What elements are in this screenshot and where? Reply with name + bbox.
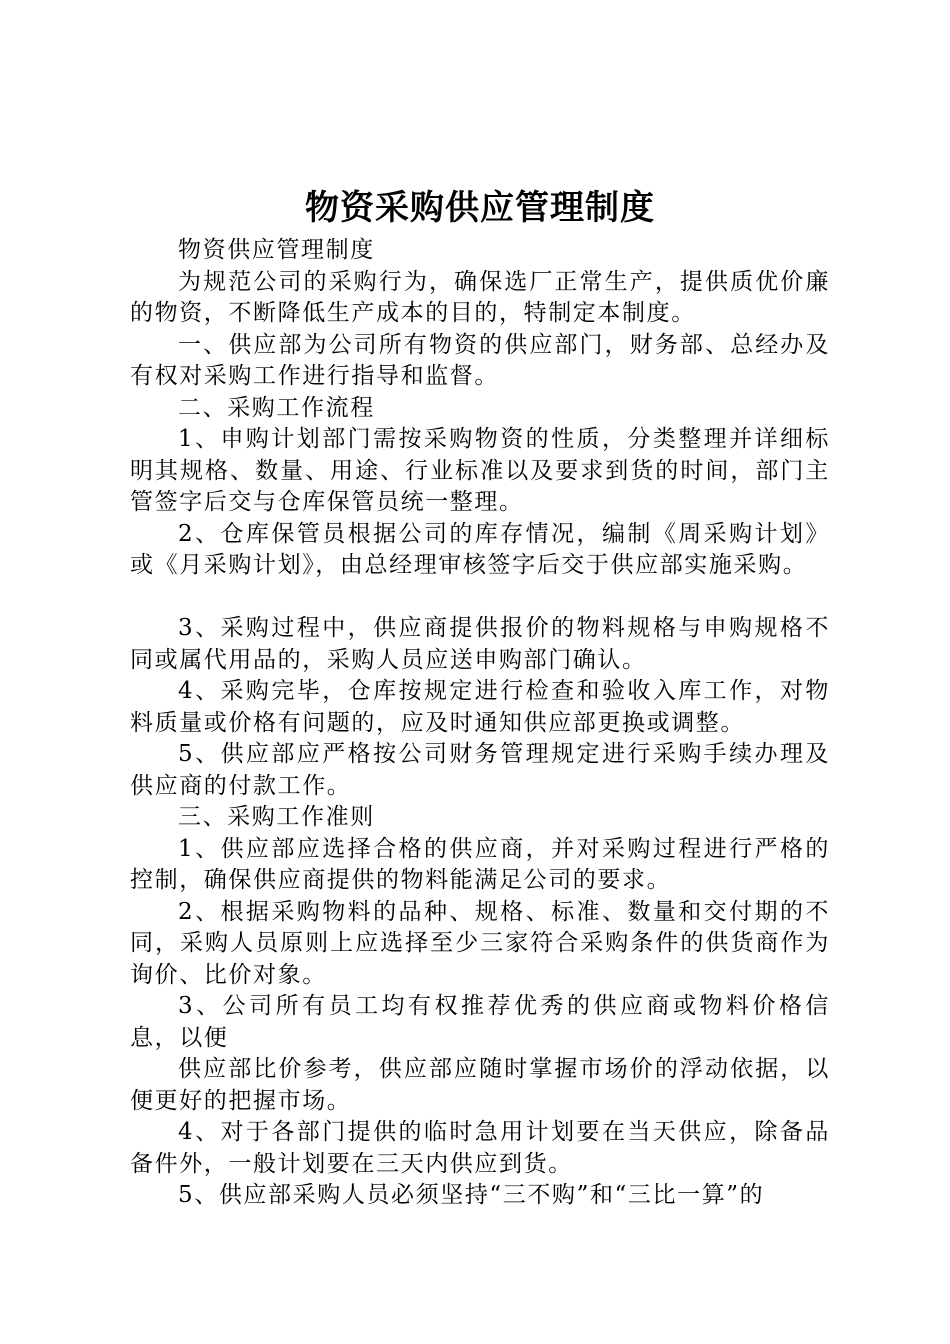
paragraph-principle-3: 3、公司所有员工均有权推荐优秀的供应商或物料价格信息，以便 [130, 993, 830, 1051]
paragraph-process-2: 2、仓库保管员根据公司的库存情况，编制《周采购计划》或《月采购计划》，由总经理审核签字后交于供应部实施采购。 [130, 520, 830, 578]
paragraph-process-4: 4、采购完毕，仓库按规定进行检查和验收入库工作，对物料质量或价格有问题的，应及时通知供应部更换或调整。 [130, 678, 830, 736]
paragraph-process-5: 5、供应部应严格按公司财务管理规定进行采购手续办理及供应商的付款工作。 [130, 741, 830, 799]
paragraph-section-3-heading: 三、采购工作准则 [178, 804, 375, 830]
document-page [130, 185, 830, 1212]
paragraph-principle-5: 5、供应部采购人员必须坚持“三不购”和“三比一算”的 [178, 1182, 765, 1208]
paragraph-subtitle: 物资供应管理制度 [178, 237, 375, 263]
paragraph-section-1: 一、供应部为公司所有物资的供应部门，财务部、总经办及有权对采购工作进行指导和监督。 [130, 331, 830, 389]
document-title: 物资采购供应管理制度 [305, 188, 655, 228]
paragraph-process-1: 1、申购计划部门需按采购物资的性质，分类整理并详细标明其规格、数量、用途、行业标准以及要求到货的时间，部门主管签字后交与仓库保管员统一整理。 [130, 426, 830, 515]
blank-line [130, 582, 830, 614]
paragraph-purpose: 为规范公司的采购行为，确保选厂正常生产，提供质优价廉的物资，不断降低生产成本的目的，特制定本制度。 [130, 268, 830, 326]
paragraph-principle-4: 4、对于各部门提供的临时急用计划要在当天供应，除备品备件外，一般计划要在三天内供应到货。 [130, 1119, 830, 1177]
paragraph-process-3: 3、采购过程中，供应商提供报价的物料规格与申购规格不同或属代用品的，采购人员应送申购部门确认。 [130, 615, 830, 673]
paragraph-principle-3-continued: 供应部比价参考，供应部应随时掌握市场价的浮动依据，以便更好的把握市场。 [130, 1056, 830, 1114]
paragraph-section-2-heading: 二、采购工作流程 [178, 394, 375, 421]
paragraph-principle-2: 2、根据采购物料的品种、规格、标准、数量和交付期的不同，采购人员原则上应选择至少三家符合采购条件的供货商作为询价、比价对象。 [130, 898, 830, 988]
paragraph-principle-1: 1、供应部应选择合格的供应商，并对采购过程进行严格的控制，确保供应商提供的物料能满足公司的要求。 [130, 835, 830, 893]
